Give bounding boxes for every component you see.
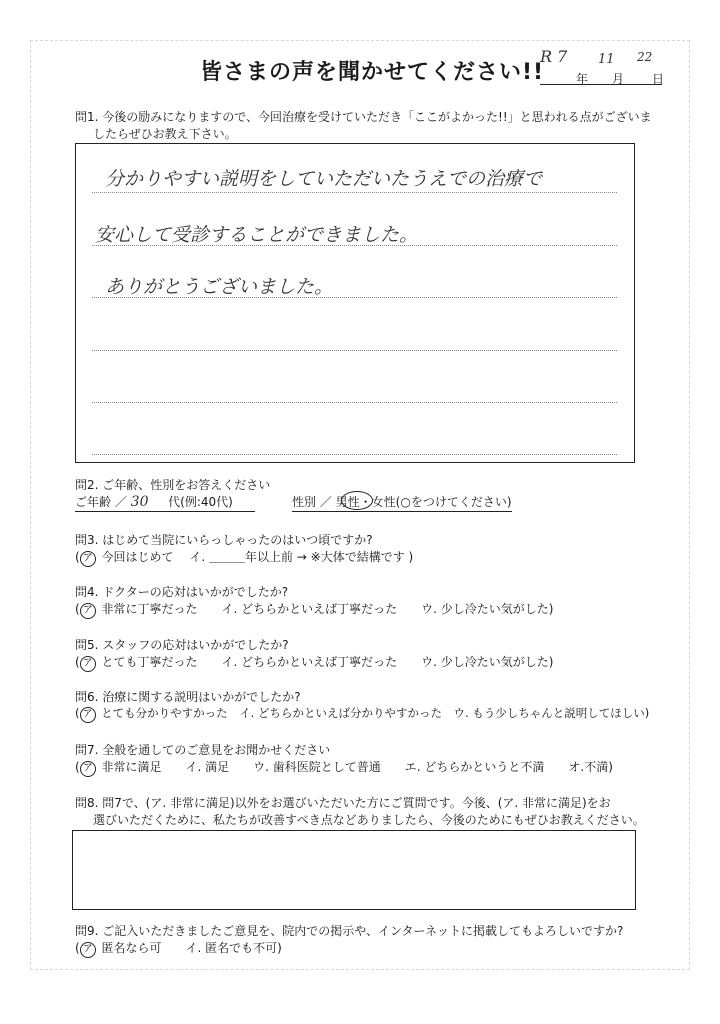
q3-question: 問3. はじめて当院にいらっしゃったのはいつ頃ですか? [75, 533, 373, 547]
q5-question: 問5. スタッフの応対はいかがでしたか? [75, 638, 289, 652]
q1-text-line2: したらぜひお教え下さい。 [93, 127, 237, 141]
q2-age-row: ご年齢 ／ 30 代(例:40代) [75, 493, 255, 512]
q1-answer-box [75, 143, 635, 463]
date-month-value: 11 [598, 52, 615, 67]
date-day-label: 日 [652, 72, 665, 86]
q4-answer: 非常に丁寧だった イ. どちらかといえば丁寧だった ウ. 少し冷たい気がした) [101, 602, 554, 616]
q4-selected-mark: ア [80, 603, 96, 619]
q7-question: 問7. 全般を通してのご意見をお聞かせください [75, 743, 331, 757]
q9-answer: 匿名なら可 イ. 匿名でも不可) [101, 941, 282, 955]
q1-answer-line-2: 安心して受診することができました。 [95, 224, 419, 246]
q2-age-value: 30 [130, 494, 149, 510]
q1-text-line1: 問1. 今後の励みになりますので、今回治療を受けていただき「ここがよかった!!」と思われる点がございま [75, 110, 652, 124]
q2-sex-options: 男性・女性(○をつけてください) [335, 495, 512, 509]
q8-text-line1: 問8. 問7で、(ア. 非常に満足)以外をお選びいただいた方にご質問です。今後、(ア. 非常に満足)をお [75, 796, 611, 810]
q2-age-label: ご年齢 [75, 495, 112, 509]
date-month-label: 月 [612, 72, 625, 86]
page-title: 皆さまの声を聞かせてください!! [200, 60, 545, 85]
q3-selected-mark: ア [80, 551, 96, 567]
q6-answer: とても分かりやすかった イ. どちらかといえば分かりやすかった ウ. もう少しちゃんと説明してほしい) [101, 706, 650, 720]
q7-answer-row: ( ア 非常に満足 イ. 満足 ウ. 歯科医院として普通 エ. どちらかというと不満 オ.不満) [75, 758, 613, 777]
q1-answer-line-3: ありがとうございました。 [105, 276, 334, 298]
ruled-line [92, 454, 617, 455]
q8-text-line2: 選びいただくために、私たちが改善すべき点などありましたら、今後のためにもぜひお教えください。 [93, 813, 645, 827]
q5-selected-mark: ア [80, 656, 96, 672]
q6-selected-mark: ア [80, 707, 96, 723]
ruled-line [92, 192, 617, 193]
q6-answer-row: ( ア とても分かりやすかった イ. どちらかといえば分かりやすかった ウ. もう少しちゃんと説明してほしい) [75, 705, 649, 723]
date-underline [540, 84, 662, 85]
q9-answer-row: ( ア 匿名なら可 イ. 匿名でも不可) [75, 939, 282, 958]
q5-answer-row: ( ア とても丁寧だった イ. どちらかといえば丁寧だった ウ. 少し冷たい気がした) [75, 653, 553, 672]
q9-selected-mark: ア [80, 942, 96, 958]
ruled-line [92, 350, 617, 351]
date-era-year: R 7 [540, 47, 568, 66]
q2-question: 問2. ご年齢、性別をお答えください [75, 478, 271, 492]
q5-answer: とても丁寧だった イ. どちらかといえば丁寧だった ウ. 少し冷たい気がした) [101, 655, 554, 669]
q9-question: 問9. ご記入いただきましたご意見を、院内での掲示や、インターネットに掲載してもよろしいですか? [75, 924, 624, 938]
q2-sex-row: 性別 ／ 男性・女性(○をつけてください) [292, 493, 512, 512]
q2-male-circle-mark [341, 491, 373, 510]
q7-selected-mark: ア [80, 761, 96, 777]
date-year-label: 年 [576, 72, 589, 86]
q3-answer: 今回はじめて イ. ＿＿＿年以上前 → ※大体で結構です ) [101, 550, 414, 564]
q8-answer-box [72, 830, 636, 910]
q2-age-unit: 代(例:40代) [168, 495, 233, 509]
q3-answer-row: ( ア 今回はじめて イ. ＿＿＿年以上前 → ※大体で結構です ) [75, 548, 413, 567]
q6-question: 問6. 治療に関する説明はいかがでしたか? [75, 690, 301, 704]
q4-answer-row: ( ア 非常に丁寧だった イ. どちらかといえば丁寧だった ウ. 少し冷たい気がした) [75, 600, 553, 619]
q2-sex-label: 性別 [292, 495, 317, 509]
q4-question: 問4. ドクターの応対はいかがでしたか? [75, 585, 289, 599]
q1-answer-line-1: 分かりやすい説明をしていただいたうえでの治療で [105, 168, 543, 190]
ruled-line [92, 402, 617, 403]
q7-answer: 非常に満足 イ. 満足 ウ. 歯科医院として普通 エ. どちらかというと不満 オ.不満) [101, 760, 613, 774]
date-day-value: 22 [637, 50, 653, 64]
